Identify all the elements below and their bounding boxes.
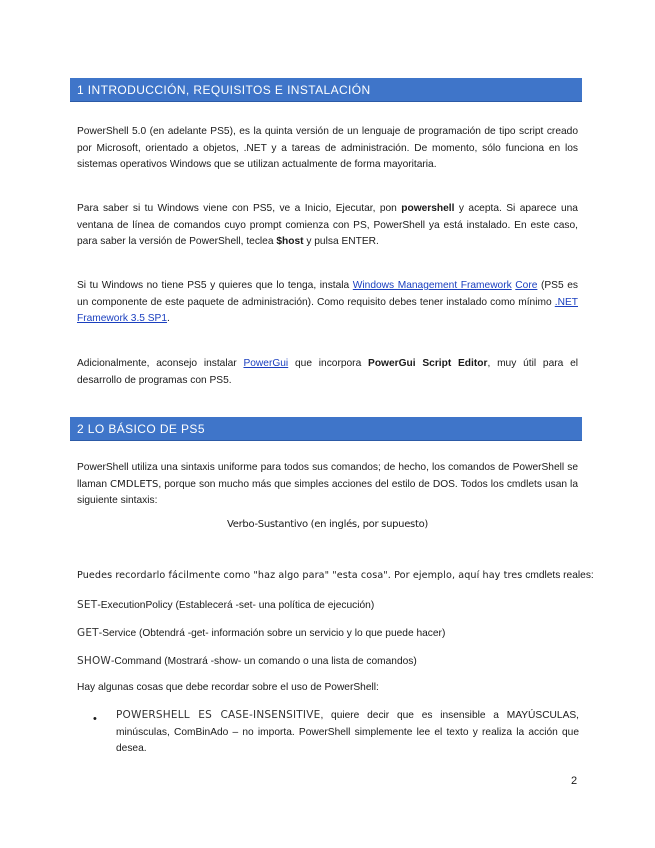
text: , muy útil para el desarrollo de programas con PS5. <box>77 358 579 386</box>
syntax-line: Verbo-Sustantivo (en inglés, por supuesto) <box>226 519 428 530</box>
text: cmdlets reales: <box>522 570 594 581</box>
paragraph-syntax-intro <box>77 460 578 510</box>
section-heading-basico: 2 LO BÁSICO DE PS5 <box>70 417 582 441</box>
remember-line <box>77 568 594 584</box>
cmdlets-term: CMDLETS <box>110 478 159 490</box>
example-show <box>77 653 582 670</box>
page-number: 2 <box>571 775 578 787</box>
bullet-case-insensitive <box>116 707 579 758</box>
powergui-script-editor: PowerGui Script Editor <box>368 358 488 369</box>
bullet-icon: • <box>93 713 97 725</box>
link-windows-management-framework[interactable]: Windows Management Framework <box>352 280 512 291</box>
text: (PS5 es un componente de este paquete de administración). Como requisito debes tener instalado como mínimo <box>77 280 578 308</box>
text: -Service (Obtendrá -get- información sobre un servicio y lo que puede hacer) <box>98 628 446 639</box>
text: -ExecutionPolicy (Establecerá -set- una política de ejecución) <box>97 600 375 611</box>
text: . <box>167 313 170 324</box>
paragraph-install <box>77 278 578 328</box>
text: Si tu Windows no tiene PS5 y quieres que lo tenga, instala <box>77 280 353 291</box>
text: , quiere decir que es insensible a MAYÚSCULAS, minúsculas, ComBinAdo – no importa. PowerShell simplemente lee el texto y realiza la acción que desea. <box>116 710 579 754</box>
text: -Command (Mostrará -show- un comando o una lista de comandos) <box>111 656 417 667</box>
text: Puedes recordarlo fácilmente como "haz algo para" "esta cosa". Por ejemplo, aquí hay tres <box>77 570 523 581</box>
command-powershell: powershell <box>401 203 455 214</box>
keyword-get: GET <box>77 627 99 639</box>
text: que incorpora <box>288 358 369 369</box>
link-core[interactable]: Core <box>515 280 538 291</box>
example-get <box>77 625 582 642</box>
text: Para saber si tu Windows viene con PS5, ve a Inicio, Ejecutar, pon <box>77 203 402 214</box>
text: Adicionalmente, aconsejo instalar <box>77 358 244 369</box>
paragraph-intro: PowerShell 5.0 (en adelante PS5), es la quinta versión de un lenguaje de programación de tipo script creado por Microsoft, orientado a objetos, .NET y a tareas de administración. De momento, sólo funciona en los sistemas operativos Windows que se utilizan actualmente de forma mayoritaria. <box>77 126 578 170</box>
paragraph-powergui <box>77 356 578 389</box>
text: y acepta. Si aparece una ventana de línea de comandos cuyo prompt comienza con PS, PowerShell ya está instalado. En este caso, para saber la versión de PowerShell, teclea <box>77 203 578 247</box>
command-host: $host <box>276 236 304 247</box>
paragraph-check-version <box>77 201 578 251</box>
keyword-case-insensitive: POWERSHELL ES CASE-INSENSITIVE <box>116 709 321 721</box>
link-net-framework[interactable]: .NET Framework 3.5 SP1 <box>77 296 578 324</box>
keyword-show: SHOW <box>77 655 112 667</box>
text: y pulsa ENTER. <box>303 236 379 247</box>
link-powergui[interactable]: PowerGui <box>243 358 289 369</box>
section-heading-introduccion: 1 INTRODUCCIÓN, REQUISITOS E INSTALACIÓN <box>70 78 582 102</box>
text: , porque son mucho más que simples acciones del estilo de DOS. Todos los cmdlets usan la siguiente sintaxis: <box>77 478 578 506</box>
list-intro: Hay algunas cosas que debe recordar sobre el uso de PowerShell: <box>77 682 379 693</box>
text: PowerShell utiliza una sintaxis uniforme para todos sus comandos; de hecho, los comandos de PowerShell se llaman <box>77 462 578 490</box>
example-set <box>77 597 582 614</box>
keyword-set: SET <box>77 599 98 611</box>
